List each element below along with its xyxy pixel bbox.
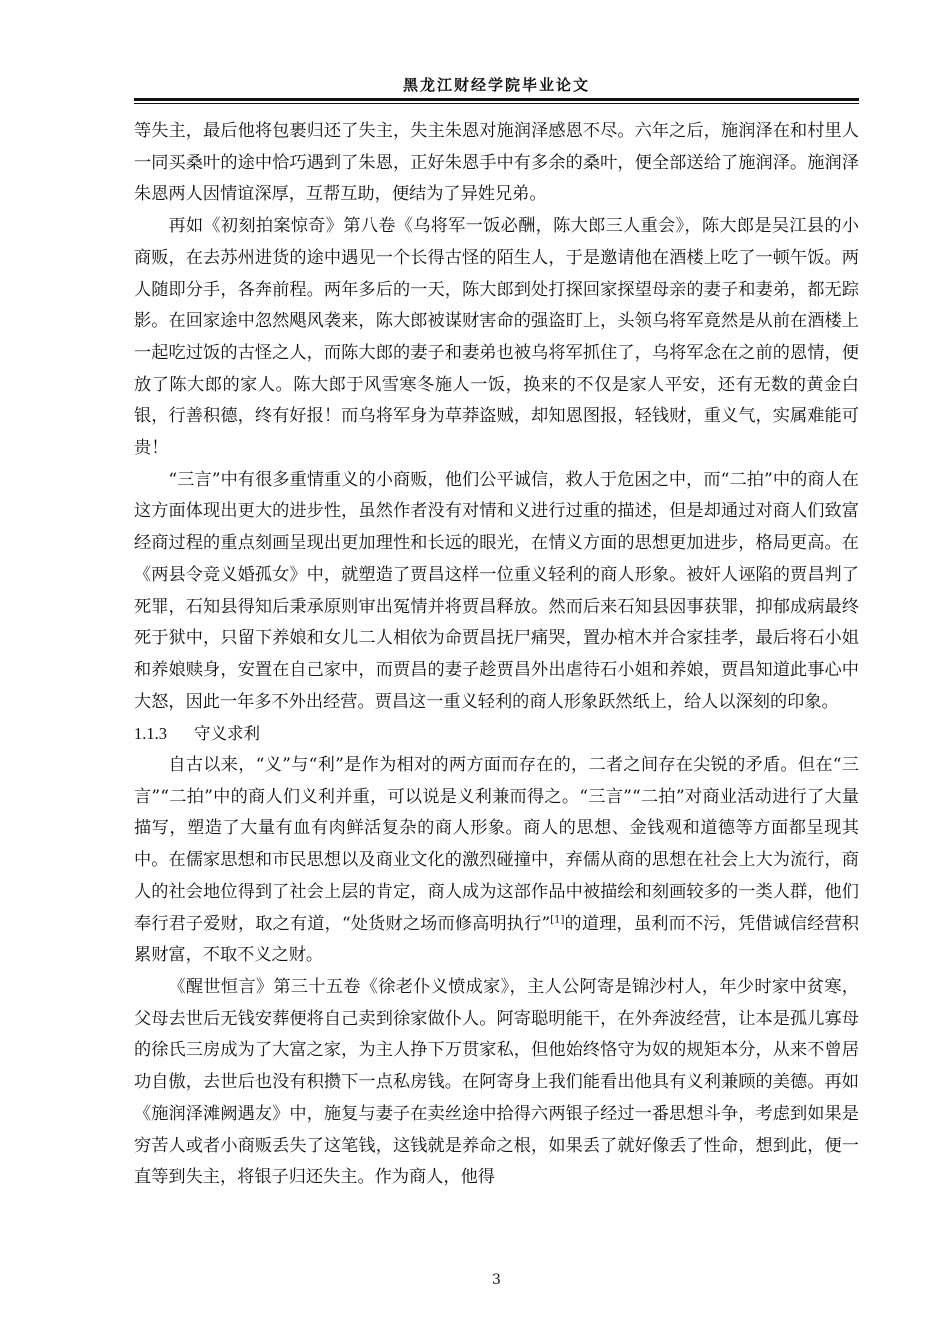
- page-number: 3: [492, 1272, 501, 1288]
- header-rule-thick: [134, 98, 859, 101]
- page-header-title: 黑龙江财经学院毕业论文: [402, 76, 590, 94]
- body-text: [134, 116, 859, 1194]
- paragraph-yi-li-tail: 的道理，虽利而不污，凭借诚信经营积累财富，不取不义之财。: [134, 913, 859, 966]
- paragraph-jia-chang: “三言”中有很多重情重义的小商贩，他们公平诚信，救人于危困之中，而“二拍”中的商人在这方面体现出更大的进步性，虽然作者没有对情和义进行过重的描述，但是却通过对商人们致富经商过程的重点刻画呈现出更加理性和长远的眼光，在情义方面的思想更加进步，格局更高。在《两县令竞义婚孤女》中，就塑造了贾昌这样一位重义轻利的商人形象。被奸人诬陷的贾昌判了死罪，石知县得知后秉承原则审出冤情并将贾昌释放。然而后来石知县因事获罪，抑郁成病最终死于狱中，只留下养娘和女儿二人相依为命贾昌抚尸痛哭，置办棺木并合家挂孝，最后将石小姐和养娘赎身，安置在自己家中，而贾昌的妻子趁贾昌外出虐待石小姐和养娘，贾昌知道此事心中大怒，因此一年多不外出经营。贾昌这一重义轻利的商人形象跃然纸上，给人以深刻的印象。: [134, 469, 859, 712]
- paragraph-chen-dalang: 再如《初刻拍案惊奇》第八卷《乌将军一饭必酬，陈大郎三人重会》，陈大郎是吴江县的小商贩，在去苏州进货的途中遇见一个长得古怪的陌生人，于是邀请他在酒楼上吃了一顿午饭。两人随即分手，各奔前程。两年多后的一天，陈大郎到处打探回家探望母亲的妻子和妻弟，都无踪影。在回家途中忽然飓风袭来，陈大郎被谋财害命的强盗盯上，头领乌将军竟然是从前在酒楼上一起吃过饭的古怪之人，而陈大郎的妻子和妻弟也被乌将军抓住了，乌将军念在之前的恩情，便放了陈大郎的家人。陈大郎于风雪寒冬施人一饭，换来的不仅是家人平安，还有无数的黄金白银，行善积德，终有好报！而乌将军身为草莽盗贼，却知恩图报，轻钱财，重义气，实属难能可贵！: [134, 216, 859, 459]
- section-heading: [134, 718, 859, 750]
- section-title: 守义求利: [194, 724, 260, 744]
- paragraph-a-ji: 《醒世恒言》第三十五卷《徐老仆义愤成家》，主人公阿寄是锦沙村人，年少时家中贫寒，父母去世后无钱安葬便将自己卖到徐家做仆人。阿寄聪明能干，在外奔波经营，让本是孤儿寡母的徐氏三房成为了大富之家，为主人挣下万贯家私，但他始终恪守为奴的规矩本分，从来不曾居功自傲，去世后也没有积攒下一点私房钱。在阿寄身上我们能看出他具有义利兼顾的美德。再如《施润泽滩阙遇友》中，施复与妻子在卖丝途中拾得六两银子经过一番思想斗争，考虑到如果是穷苦人或者小商贩丢失了这笔钱，这钱就是养命之根，如果丢了就好像丢了性命，想到此，便一直等到失主，将银子归还失主。作为商人，他得: [134, 976, 859, 1188]
- section-number: 1.1.3: [134, 724, 167, 744]
- paragraph-continuation: 等失主，最后他将包裹归还了失主，失主朱恩对施润泽感恩不尽。六年之后，施润泽在和村里人一同买桑叶的途中恰巧遇到了朱恩，正好朱恩手中有多余的桑叶，便全部送给了施润泽。施润泽朱恩两人因情谊深厚，互帮互助，便结为了异姓兄弟。: [134, 121, 859, 205]
- header-rule-thin: [134, 103, 859, 104]
- paragraph-yi-li: [134, 750, 859, 972]
- citation-marker: [1]: [550, 913, 565, 925]
- paragraph-yi-li-main: 自古以来，“义”与“利”是作为相对的两方面而存在的，二者之间存在尖锐的矛盾。但在“三言”“二拍”中的商人们义利并重，可以说是义利兼而得之。“三言”“二拍”对商业活动进行了大量描写，塑造了大量有血有肉鲜活复杂的商人形象。商人的思想、金钱观和道德等方面都呈现其中。在儒家思想和市民思想以及商业文化的激烈碰撞中，弃儒从商的思想在社会上大为流行，商人的社会地位得到了社会上层的肯定，商人成为这部作品中被描绘和刻画较多的一类人群，他们奉行君子爱财，取之有道，“处货财之场而修高明执行”: [134, 755, 859, 934]
